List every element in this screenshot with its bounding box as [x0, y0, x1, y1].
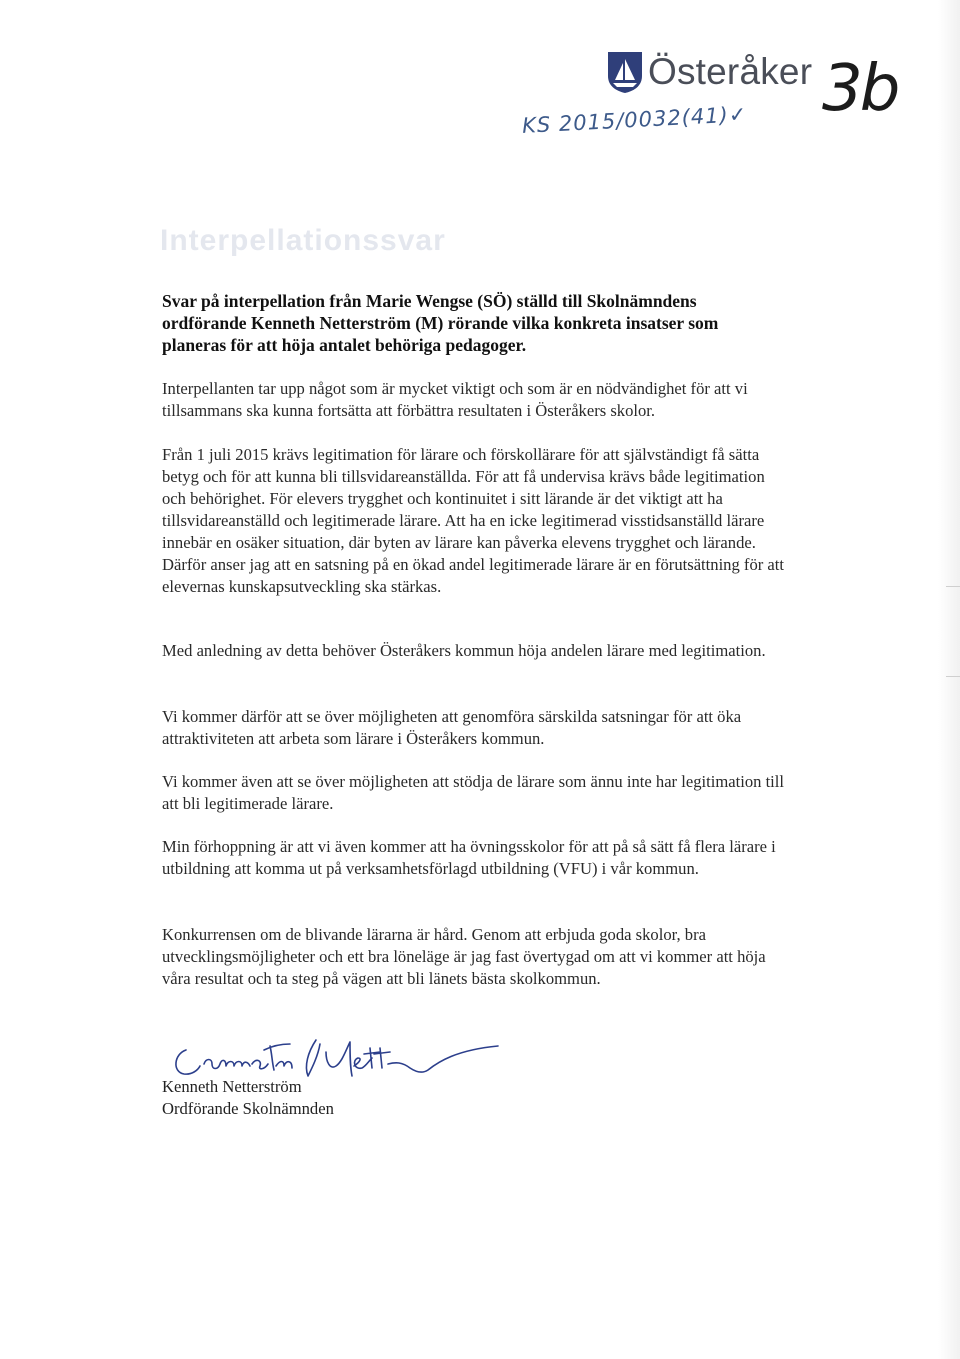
document-type-watermark: Interpellationssvar — [160, 224, 446, 257]
signatory-role: Ordförande Skolnämnden — [162, 1099, 334, 1118]
logo-text: Österåker — [648, 51, 813, 92]
paragraph: Vi kommer även att se över möjligheten att stödja de lärare som ännu inte har legitimation till att bli legitimerade lärare. — [162, 772, 785, 813]
paragraph: Interpellanten tar upp något som är mycket viktigt och som är en nödvändighet för att vi tillsammans ska kunna fortsätta att förbättra resultaten i Österåkers skolor. — [162, 379, 748, 420]
municipality-shield-icon — [606, 50, 644, 94]
signatory-name: Kenneth Netterström — [162, 1077, 302, 1096]
paragraph: Min förhoppning är att vi även kommer att ha övningsskolor för att på så sätt få flera lärare i utbildning att komma ut på verksamhetsförlagd utbildning (VFU) i vår kommun. — [162, 837, 776, 878]
paragraph: Konkurrensen om de blivande lärarna är hård. Genom att erbjuda goda skolor, bra utvecklingsmöjligheter och ett bra löneläge är jag fast övertygad om att vi kommer att höja våra resultat och ta steg på vägen att bli länets bästa skolkommun. — [162, 925, 766, 988]
case-number-stamp: KS 2015/0032(41)✓ — [521, 102, 748, 138]
paragraph: Med anledning av detta behöver Österåkers kommun höja andelen lärare med legitimation. — [162, 641, 766, 660]
paragraph: Vi kommer därför att se över möjligheten att genomföra särskilda satsningar för att öka attraktiviteten att arbeta som lärare i Österåkers kommun. — [162, 707, 742, 748]
handwritten-signature — [166, 1028, 506, 1084]
document-title: Svar på interpellation från Marie Wengse (SÖ) ställd till Skolnämndens ordförande Kenneth Netterström (M) rörande vilka konkreta insatser som planeras för att höja antalet behöriga pedagoger. — [162, 291, 719, 355]
scan-mark — [946, 586, 960, 587]
osteraker-logo — [606, 50, 812, 94]
scan-mark — [946, 676, 960, 677]
paragraph: Från 1 juli 2015 krävs legitimation för lärare och förskollärare för att självständigt få sätta betyg och för att kunna bli tillsvidareanställda. För att få undervisa krävs både legitimation och behörighet. För elevers trygghet och kontinuitet i sitt lärande är det viktigt att ha tillsvidareanställd och legitimerade lärare. Att ha en icke legitimerad visstidsanställd lärare innebär en osäker situation, där byten av lärare kan påverka elevens trygghet och lärande. Därför anser jag att en satsning på en ökad andel legitimerade lärare är en förutsättning för att elevernas kunskapsutveckling ska stärkas. — [162, 445, 785, 596]
scan-edge-shadow — [938, 0, 960, 1359]
handwritten-number: 3b — [822, 52, 898, 126]
